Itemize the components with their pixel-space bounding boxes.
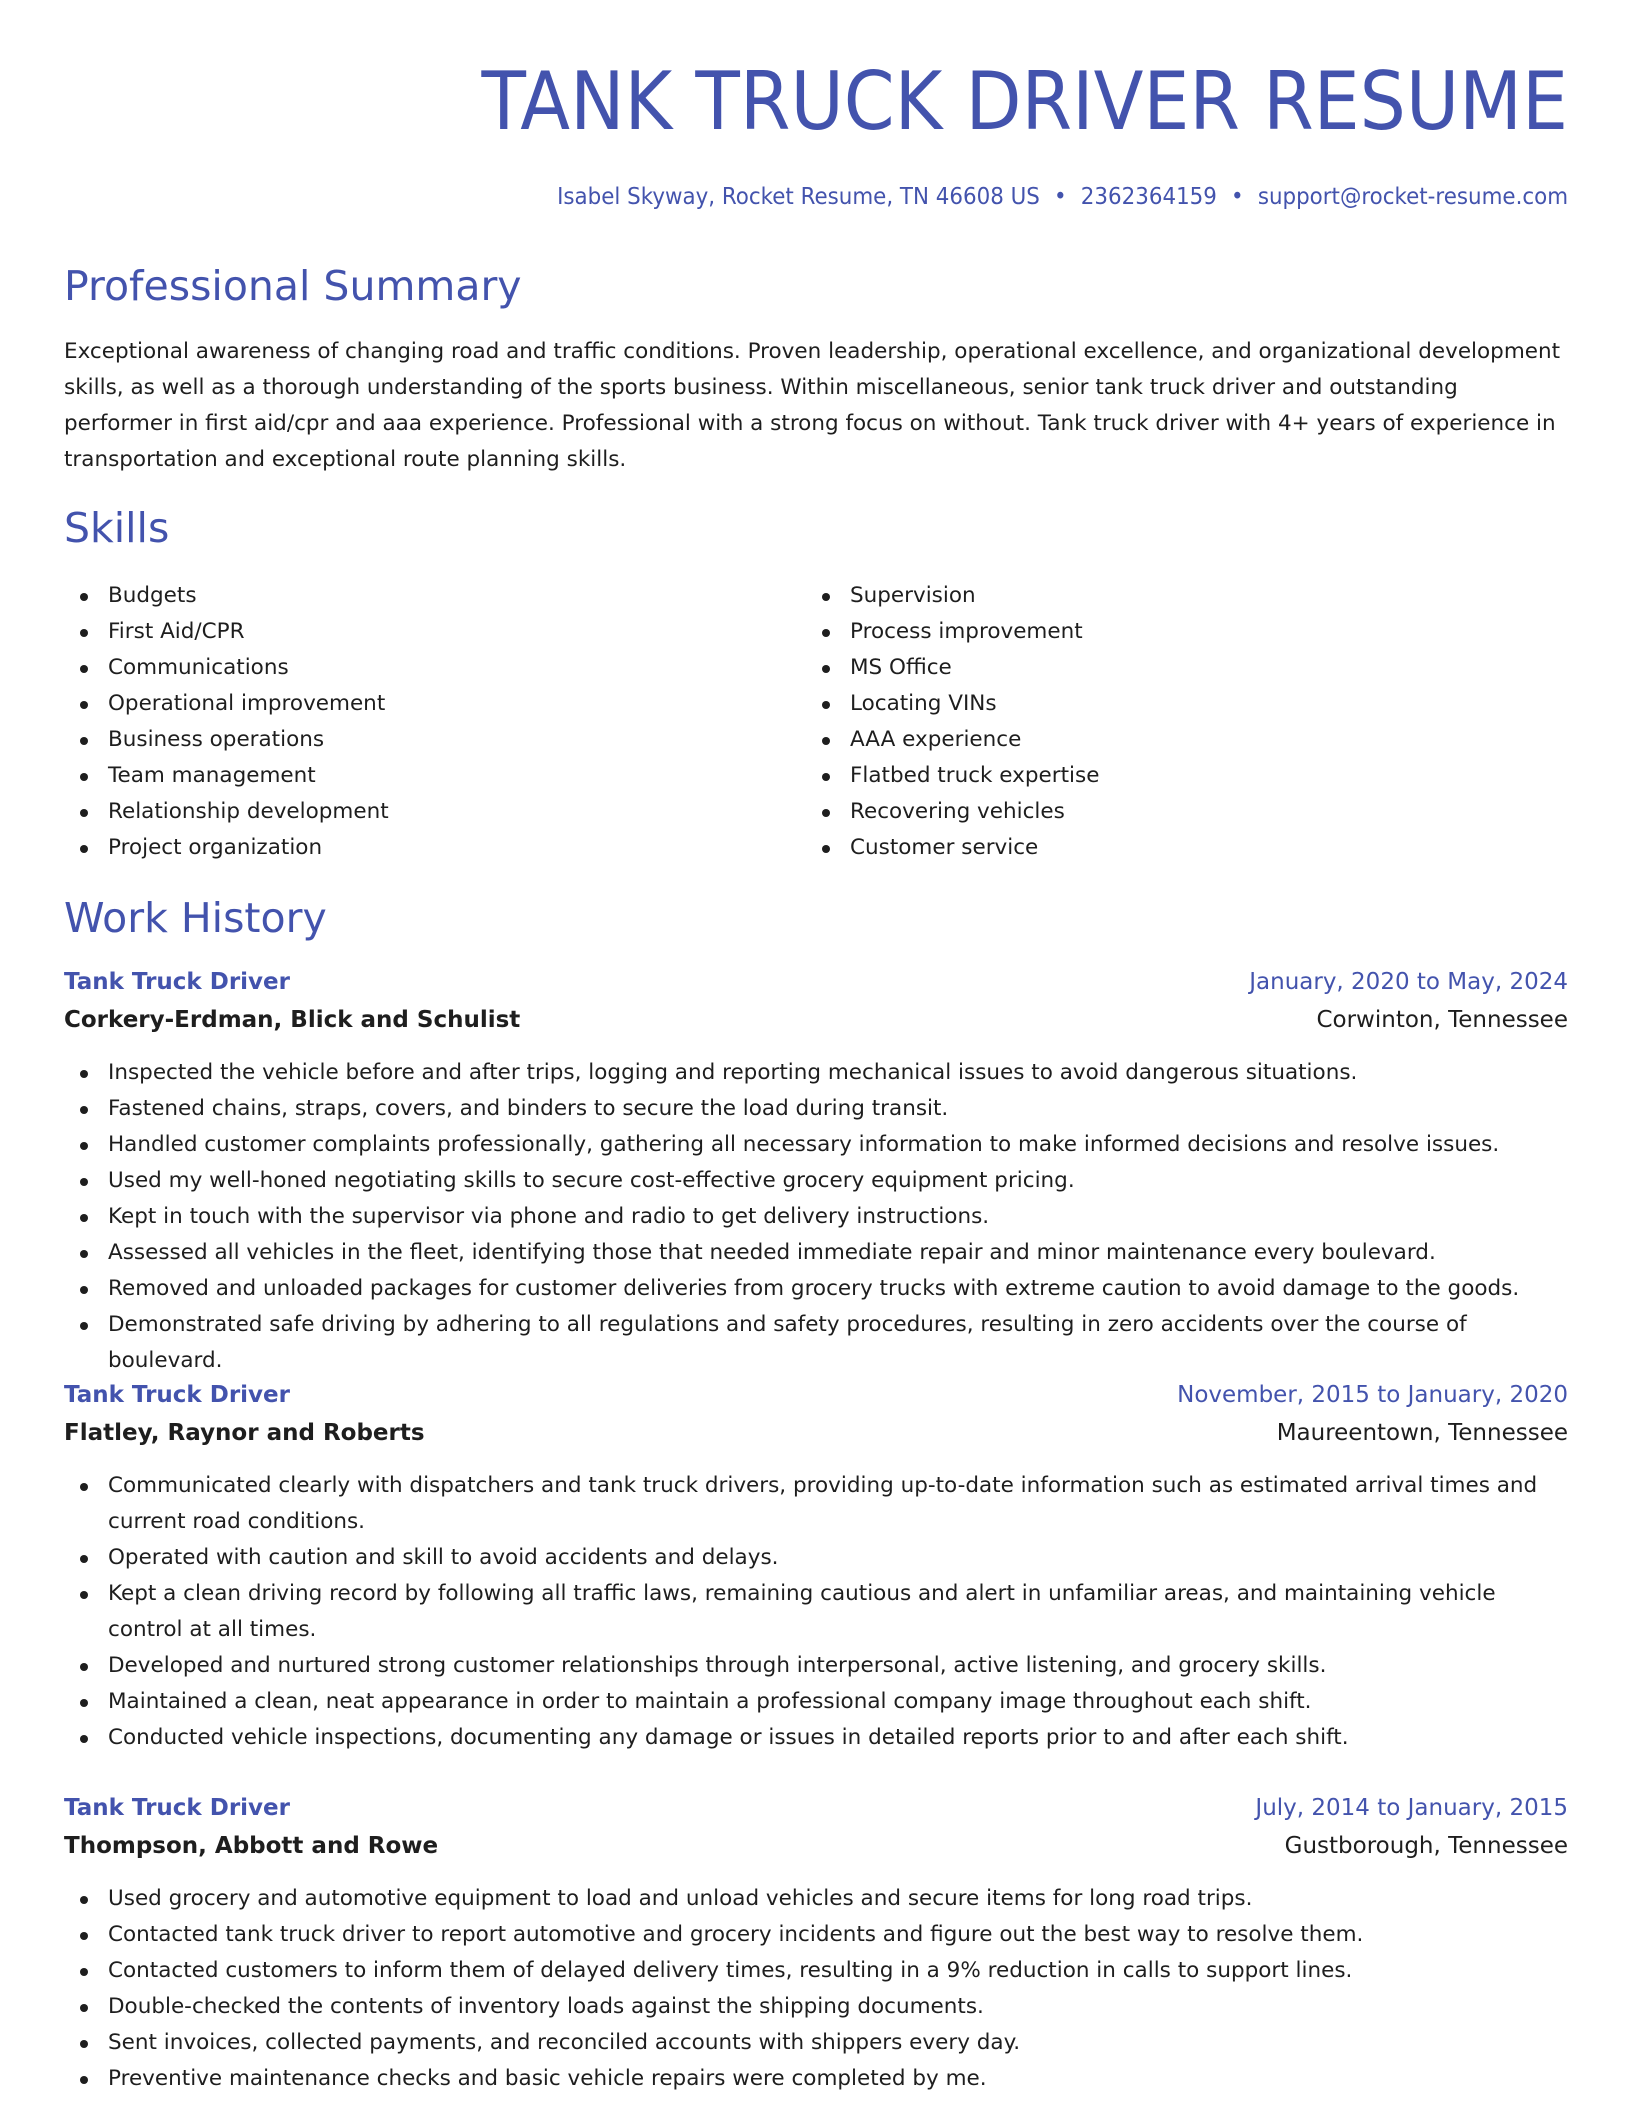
job-duty: Maintained a clean, neat appearance in order to maintain a professional company image throughout each shift. bbox=[64, 1684, 1568, 1720]
skill-item: Budgets bbox=[64, 578, 764, 614]
job-duties-list bbox=[64, 1468, 1568, 1756]
summary-text: Exceptional awareness of changing road and traffic conditions. Proven leadership, operational excellence, and organizational development skills, as well as a thorough understanding of the sports business. Within miscellaneous, senior tank truck driver and outstanding performer in first aid/cpr and aaa experience. Professional with a strong focus on without. Tank truck driver with 4+ years of experience in transportation and exceptional route planning skills. bbox=[64, 339, 1561, 472]
skill-item: Locating VINs bbox=[806, 686, 1506, 722]
skills-heading: Skills bbox=[64, 504, 170, 552]
job-duty: Used grocery and automotive equipment to load and unload vehicles and secure items for long road trips. bbox=[64, 1881, 1568, 1917]
job-duty: Contacted tank truck driver to report automotive and grocery incidents and figure out the best way to resolve them. bbox=[64, 1917, 1568, 1953]
skill-item: Team management bbox=[64, 758, 764, 794]
skill-item: Supervision bbox=[806, 578, 1506, 614]
skill-item: First Aid/CPR bbox=[64, 614, 764, 650]
skill-item: Project organization bbox=[64, 830, 764, 866]
job-title: Tank Truck Driver bbox=[64, 1382, 290, 1408]
job-location: Corwinton, Tennessee bbox=[1316, 1007, 1568, 1033]
job-title: Tank Truck Driver bbox=[64, 969, 290, 995]
contact-email: support@rocket-resume.com bbox=[1257, 184, 1568, 210]
contact-address: Isabel Skyway, Rocket Resume, TN 46608 US bbox=[557, 184, 1040, 210]
job-entry bbox=[64, 1789, 1568, 2097]
job-duty: Operated with caution and skill to avoid accidents and delays. bbox=[64, 1540, 1568, 1576]
job-duty: Handled customer complaints professionally, gathering all necessary information to make informed decisions and resolve issues. bbox=[64, 1127, 1568, 1163]
job-duty: Preventive maintenance checks and basic vehicle repairs were completed by me. bbox=[64, 2061, 1568, 2097]
job-duty: Used my well-honed negotiating skills to secure cost-effective grocery equipment pricing. bbox=[64, 1163, 1568, 1199]
skill-item: Operational improvement bbox=[64, 686, 764, 722]
work-history-heading: Work History bbox=[64, 894, 327, 942]
job-duty: Removed and unloaded packages for customer deliveries from grocery trucks with extreme caution to avoid damage to the goods. bbox=[64, 1271, 1568, 1307]
contact-phone: 2362364159 bbox=[1080, 184, 1217, 210]
skill-item: Recovering vehicles bbox=[806, 794, 1506, 830]
skill-item: AAA experience bbox=[806, 722, 1506, 758]
job-duty: Assessed all vehicles in the fleet, identifying those that needed immediate repair and minor maintenance every boulevard. bbox=[64, 1235, 1568, 1271]
skills-list-right bbox=[806, 578, 1506, 866]
skill-item: Customer service bbox=[806, 830, 1506, 866]
skill-item: Process improvement bbox=[806, 614, 1506, 650]
job-dates: July, 2014 to January, 2015 bbox=[1255, 1795, 1568, 1821]
summary-heading: Professional Summary bbox=[64, 262, 522, 310]
job-duty: Double-checked the contents of inventory loads against the shipping documents. bbox=[64, 1989, 1568, 2025]
skill-item: Relationship development bbox=[64, 794, 764, 830]
contact-line bbox=[557, 180, 1568, 214]
job-duty: Conducted vehicle inspections, documenting any damage or issues in detailed reports prior to and after each shift. bbox=[64, 1720, 1568, 1756]
job-duty: Demonstrated safe driving by adhering to all regulations and safety procedures, resulting in zero accidents over the course of boulevard. bbox=[64, 1307, 1568, 1379]
job-duty: Communicated clearly with dispatchers and tank truck drivers, providing up-to-date information such as estimated arrival times and current road conditions. bbox=[64, 1468, 1568, 1540]
skill-item: Business operations bbox=[64, 722, 764, 758]
job-duty: Kept a clean driving record by following all traffic laws, remaining cautious and alert in unfamiliar areas, and maintaining vehicle control at all times. bbox=[64, 1576, 1568, 1648]
skill-item: Flatbed truck expertise bbox=[806, 758, 1506, 794]
job-duty: Contacted customers to inform them of delayed delivery times, resulting in a 9% reduction in calls to support lines. bbox=[64, 1953, 1568, 1989]
job-company: Flatley, Raynor and Roberts bbox=[64, 1420, 425, 1446]
job-duty: Inspected the vehicle before and after trips, logging and reporting mechanical issues to avoid dangerous situations. bbox=[64, 1055, 1568, 1091]
job-title: Tank Truck Driver bbox=[64, 1795, 290, 1821]
job-duty: Fastened chains, straps, covers, and binders to secure the load during transit. bbox=[64, 1091, 1568, 1127]
skills-list-left bbox=[64, 578, 764, 866]
job-company: Corkery-Erdman, Blick and Schulist bbox=[64, 1007, 521, 1033]
skill-item: Communications bbox=[64, 650, 764, 686]
job-location: Gustborough, Tennessee bbox=[1284, 1833, 1568, 1859]
job-duties-list bbox=[64, 1055, 1568, 1379]
job-entry bbox=[64, 963, 1568, 1379]
job-duties-list bbox=[64, 1881, 1568, 2097]
job-duty: Kept in touch with the supervisor via phone and radio to get delivery instructions. bbox=[64, 1199, 1568, 1235]
job-dates: January, 2020 to May, 2024 bbox=[1249, 969, 1568, 995]
job-location: Maureentown, Tennessee bbox=[1276, 1420, 1568, 1446]
skill-item: MS Office bbox=[806, 650, 1506, 686]
job-dates: November, 2015 to January, 2020 bbox=[1177, 1382, 1568, 1408]
job-entry bbox=[64, 1376, 1568, 1756]
contact-separator: • bbox=[1053, 184, 1067, 210]
resume-title: TANK TRUCK DRIVER RESUME bbox=[481, 55, 1568, 148]
contact-separator: • bbox=[1230, 184, 1244, 210]
job-duty: Developed and nurtured strong customer relationships through interpersonal, active listening, and grocery skills. bbox=[64, 1648, 1568, 1684]
job-duty: Sent invoices, collected payments, and reconciled accounts with shippers every day. bbox=[64, 2025, 1568, 2061]
job-company: Thompson, Abbott and Rowe bbox=[64, 1833, 439, 1859]
